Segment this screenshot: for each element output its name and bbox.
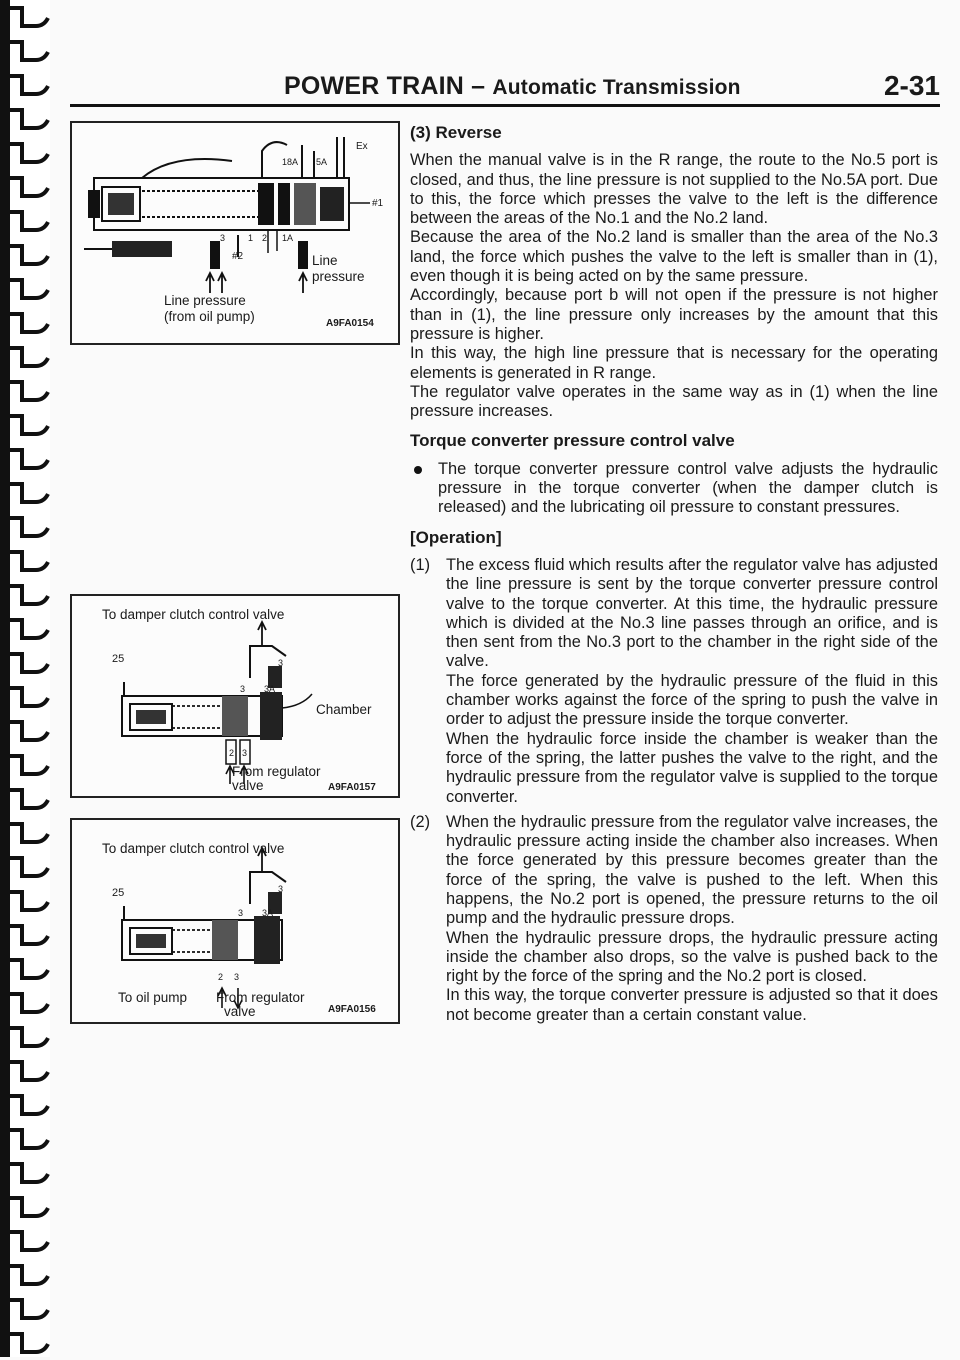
- binding-tick: [8, 888, 52, 918]
- paragraph: When the hydraulic pressure from the regulator valve increases, the hydraulic pressure acting inside the chamber also increases. When the force generated by this pressure becomes greater than the force of the spring, the valve is pushed to the left. When this happens, the No.2 port is opened, the pressure returns to the oil pump and the hydraulic pressure drops.: [446, 812, 938, 928]
- paragraph: In this way, the high line pressure that is necessary for the operating elements is generated in R range.: [410, 344, 938, 382]
- label-port-2: 2: [262, 233, 268, 243]
- label-land-1: #1: [372, 198, 384, 209]
- label-to-damper-clutch: To damper clutch control valve: [102, 841, 285, 856]
- figure-regulator-valve: [70, 121, 400, 345]
- binding-tick: [8, 72, 52, 102]
- label-port-3-top: 3: [278, 884, 284, 894]
- binding-tick: [8, 956, 52, 986]
- binding-tick: [8, 1092, 52, 1122]
- binding-tick: [8, 990, 52, 1020]
- label-line: Line: [312, 253, 338, 268]
- header-rule: [70, 104, 940, 107]
- figure-code: A9FA0154: [326, 318, 374, 329]
- binding-tick: [8, 4, 52, 34]
- bullet-dot-icon: [414, 466, 422, 474]
- label-port-18a: 18A: [282, 157, 299, 167]
- heading-operation: [Operation]: [410, 527, 502, 547]
- binding-tick: [8, 548, 52, 578]
- figure-tc-valve-drain: [70, 818, 400, 1024]
- binding-tick: [8, 854, 52, 884]
- paragraph: Accordingly, because port b will not open if the pressure is not higher than in (1), the line pressure only increases by the amount that this pressure is higher.: [410, 286, 938, 343]
- label-port-2: 2: [229, 748, 235, 758]
- label-port-2: 2: [218, 972, 224, 982]
- binding-tick: [8, 412, 52, 442]
- bullet-text: The torque converter pressure control valve adjusts the hydraulic pressure in the torque converter (when the damper clutch is released) and the lubricating oil pressure to constant pressures.: [438, 459, 938, 517]
- binding-tick: [8, 1058, 52, 1088]
- label-ex: Ex: [356, 141, 368, 152]
- binding-tick: [8, 276, 52, 306]
- binding-tick: [8, 140, 52, 170]
- label-to-oil-pump: To oil pump: [118, 990, 188, 1005]
- label-port-3a: 3A: [264, 684, 276, 694]
- page-header: [70, 72, 940, 104]
- label-valve: valve: [232, 778, 264, 793]
- binding-tick: [8, 174, 52, 204]
- binding-tick: [8, 786, 52, 816]
- label-pressure: pressure: [312, 269, 365, 284]
- label-port-25: 25: [112, 653, 125, 665]
- binding-tick: [8, 446, 52, 476]
- operation-item-1: [410, 556, 938, 807]
- binding-tick: [8, 1262, 52, 1292]
- paragraph: The regulator valve operates in the same way as in (1) when the line pressure increases.: [410, 382, 938, 421]
- label-port-1: 1: [248, 233, 254, 243]
- binding-tick: [8, 38, 52, 68]
- label-line-pressure: Line pressure: [164, 293, 246, 308]
- label-to-damper-clutch: To damper clutch control valve: [102, 607, 285, 622]
- item-number: (1): [410, 555, 431, 574]
- paragraph: Because the area of the No.2 land is smaller than the area of the No.3 land, the force which pushes the valve to the left is smaller than in (1), even though it is being acted on by the same pressure.: [410, 228, 938, 286]
- binding-tick: [8, 106, 52, 136]
- binding-tick: [8, 310, 52, 340]
- label-from-regulator: From regulator: [232, 764, 321, 779]
- label-from-regulator: From regulator: [216, 990, 305, 1005]
- item-number: (2): [410, 812, 431, 831]
- label-port-5a: 5A: [316, 157, 328, 167]
- binding-tick: [8, 1330, 52, 1360]
- binding-tick: [8, 752, 52, 782]
- label-port-3-top: 3: [278, 658, 284, 668]
- binding-tick: [8, 820, 52, 850]
- section-title: POWER TRAIN: [284, 72, 464, 100]
- label-land-2: #2: [232, 251, 244, 262]
- title-dash: –: [463, 72, 493, 100]
- binding-tick: [8, 616, 52, 646]
- paragraph: When the hydraulic force inside the chamber is weaker than the force of the spring, the latter pushes the valve to the right, and the hydraulic pressure from the regulator valve is supplied to the torque converter.: [446, 729, 938, 806]
- body-text: [410, 123, 938, 1025]
- figure-code: A9FA0157: [328, 782, 376, 793]
- label-port-3: 3: [220, 233, 226, 243]
- label-chamber: Chamber: [316, 702, 372, 717]
- bullet-item: [410, 460, 938, 518]
- binding-tick: [8, 718, 52, 748]
- figure-code: A9FA0156: [328, 1004, 376, 1015]
- label-port-3-mid: 3: [240, 684, 246, 694]
- binding-edge: [0, 0, 50, 1357]
- binding-tick: [8, 684, 52, 714]
- page-title: [284, 72, 741, 101]
- binding-tick: [8, 1024, 52, 1054]
- binding-tick: [8, 480, 52, 510]
- paragraph: When the manual valve is in the R range, the route to the No.5 port is closed, and thus, the line pressure is not supplied to the No.5A port. Due to this, the force which presses the valve to the left is the difference between the areas of the No.1 and the No.2 land.: [410, 151, 938, 228]
- label-port-3-bottom: 3: [242, 748, 248, 758]
- label-port-3a: 3A: [262, 908, 274, 918]
- binding-tick: [8, 378, 52, 408]
- heading-reverse: (3) Reverse: [410, 123, 502, 142]
- binding-tick: [8, 650, 52, 680]
- binding-tick: [8, 1228, 52, 1258]
- paragraph: The force generated by the hydraulic pressure of the fluid in this chamber works against the force of the spring to push the valve in order to adjust the pressure inside the torque converter.: [446, 671, 938, 729]
- binding-tick: [8, 1126, 52, 1156]
- binding-tick: [8, 208, 52, 238]
- label-from-oil-pump: (from oil pump): [164, 309, 255, 324]
- section-subtitle: Automatic Transmission: [492, 76, 741, 99]
- binding-tick: [8, 514, 52, 544]
- label-port-1a: 1A: [282, 233, 294, 243]
- label-port-3-mid: 3: [238, 908, 244, 918]
- binding-tick: [8, 1160, 52, 1190]
- paragraph: In this way, the torque converter pressure is adjusted so that it does not become greater than a certain constant value.: [446, 986, 938, 1024]
- paragraph: The excess fluid which results after the regulator valve has adjusted the line pressure is sent by the torque converter pressure control valve to the torque converter. At this time, the hydraulic pressure which is divided at the No.3 line passes through an orifice, and is then sent from the No.3 port to the chamber in the right side of the valve.: [446, 555, 938, 671]
- operation-item-2: [410, 813, 938, 1025]
- binding-tick: [8, 582, 52, 612]
- label-valve: valve: [224, 1004, 256, 1019]
- binding-tick: [8, 922, 52, 952]
- paragraph: When the hydraulic pressure drops, the hydraulic pressure acting inside the chamber also drops, so the valve is pushed back to the right by the force of the spring and the No.2 port is closed.: [446, 928, 938, 986]
- label-port-3-bottom: 3: [234, 972, 240, 982]
- figure-tc-valve-chamber: [70, 594, 400, 798]
- label-port-25: 25: [112, 887, 125, 899]
- binding-tick: [8, 1296, 52, 1326]
- binding-tick: [8, 1194, 52, 1224]
- heading-tc-valve: Torque converter pressure control valve: [410, 431, 735, 451]
- binding-tick: [8, 242, 52, 272]
- page-number: 2-31: [883, 70, 940, 101]
- binding-tick: [8, 344, 52, 374]
